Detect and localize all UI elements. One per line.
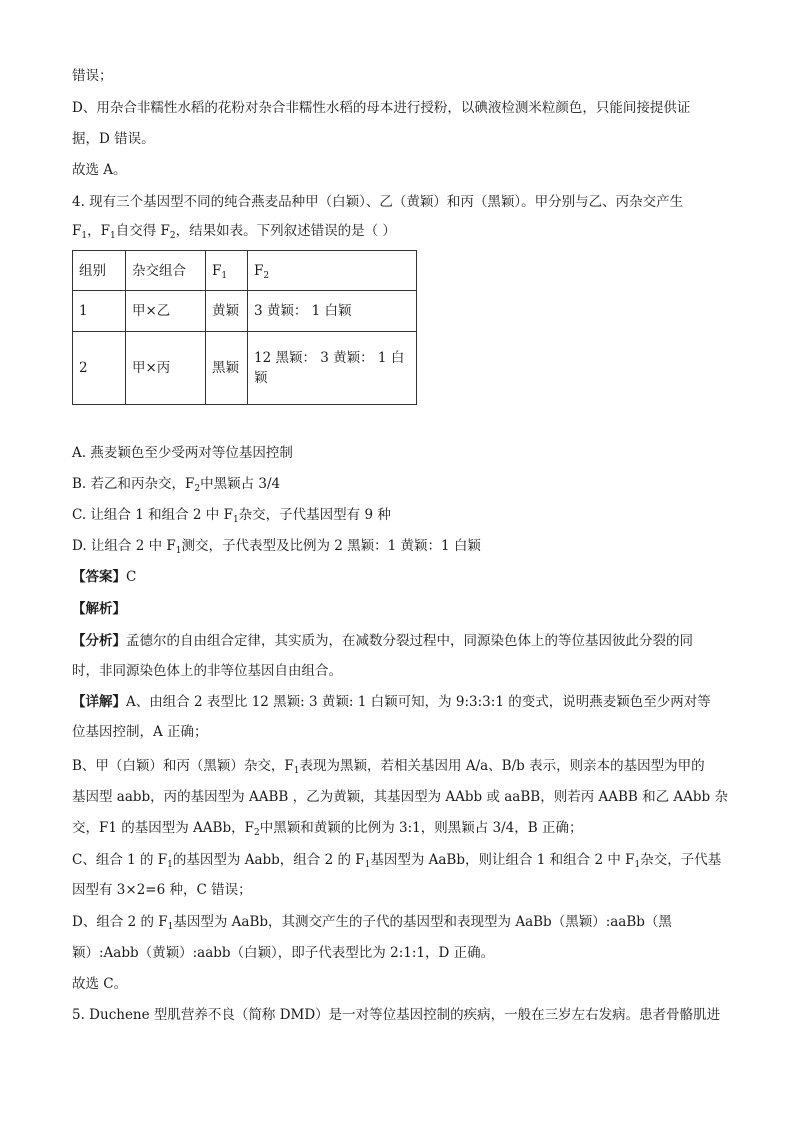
text-line: 位基因控制，A 正确； <box>72 724 208 740</box>
text-line: 交，F1 的基因型为 AABb，$F_2$中黑颖和黄颖的比例为 3:1，则黑颖占 3/4，B 正确； <box>72 820 583 838</box>
option-b: B. 若乙和丙杂交，$F_2$中黑颖占 3/4 <box>72 476 281 494</box>
text-line: 据，D 错误。 <box>72 131 155 147</box>
table-cell: 1 <box>73 291 126 332</box>
text-line: 错误； <box>72 68 113 84</box>
table-header-row <box>73 251 417 291</box>
table-header-cell: $F_1$ <box>206 251 248 291</box>
table-cell: 甲×乙 <box>126 291 206 332</box>
text-line: B、甲（白颖）和丙（黑颖）杂交，$F_1$表现为黑颖，若相关基因用 A/a、B/b 表示，则亲本的基因型为甲的 <box>72 758 705 776</box>
answer-value: C <box>126 569 137 585</box>
conclusion-line: 故选 C。 <box>72 976 128 992</box>
results-table <box>72 250 417 405</box>
text-line: D、组合 2 的 $F_1$基因型为 AaBb，其测交产生的子代的基因型和表现型为 AaBb（黑颖）:aaBb（黑 <box>72 914 672 932</box>
table-row <box>73 291 417 332</box>
table-header-cell: 杂交组合 <box>126 251 206 291</box>
option-d: D. 让组合 2 中 $F_1$测交，子代表型及比例为 2 黑颖：1 黄颖：1 白颖 <box>72 538 481 556</box>
answer-tag: 【答案】 <box>72 569 126 585</box>
text-line: C、组合 1 的 $F_1$的基因型为 Aabb，组合 2 的 $F_1$基因型为 AaBb，则让组合 1 和组合 2 中 $F_1$杂交，子代基 <box>72 852 722 870</box>
text-line: 基因型 aabb，丙的基因型为 AABB ，乙为黄颖，其基因型为 AAbb 或 aaBB，则若丙 AABB 和乙 AAbb 杂 <box>72 789 728 805</box>
table-cell: 黄颖 <box>206 291 248 332</box>
table-cell: 3 黄颖： 1 白颖 <box>248 291 417 332</box>
xiangjie-line: 【详解】A、由组合 2 表型比 12 黑颖: 3 黄颖: 1 白颖可知，为 9:3:3:1 的变式，说明燕麦颖色至少两对等 <box>72 694 711 710</box>
table-cell: 甲×丙 <box>126 332 206 405</box>
table-cell: 2 <box>73 332 126 405</box>
fenxi-line: 【分析】孟德尔的自由组合定律，其实质为，在减数分裂过程中，同源染色体上的等位基因彼此分裂的同 <box>72 633 693 649</box>
text-line: D、用杂合非糯性水稻的花粉对杂合非糯性水稻的母本进行授粉，以碘液检测米粒颜色，只能间接提供证 <box>72 100 691 116</box>
question-5-stem: 5. Duchene 型肌营养不良（简称 DMD）是一对等位基因控制的疾病，一般在三岁左右发病。患者骨骼肌进 <box>72 1007 721 1023</box>
option-a: A. 燕麦颖色至少受两对等位基因控制 <box>72 445 293 461</box>
table-cell: 12 黑颖： 3 黄颖： 1 白颖 <box>248 332 417 405</box>
table-header-cell: 组别 <box>73 251 126 291</box>
text-line: 时，非同源染色体上的非等位基因自由组合。 <box>72 663 342 679</box>
text-line: 因型有 3×2=6 种，C 错误； <box>72 882 252 898</box>
table-row <box>73 332 417 405</box>
table-header-cell: $F_2$ <box>248 251 417 291</box>
table-cell: 黑颖 <box>206 332 248 405</box>
analysis-heading: 【解析】 <box>72 601 126 617</box>
option-c: C. 让组合 1 和组合 2 中 $F_1$杂交，子代基因型有 9 种 <box>72 507 391 525</box>
question-4-stem-continued: $F_1$，$F_1$自交得 $F_2$，结果如表。下列叙述错误的是（ ） <box>72 223 396 241</box>
question-4-stem: 4. 现有三个基因型不同的纯合燕麦品种甲（白颖）、乙（黄颖）和丙（黑颖）。甲分别与乙、丙杂交产生 <box>72 194 684 210</box>
text-line: 故选 A。 <box>72 162 127 178</box>
answer-line <box>72 567 722 587</box>
text-line: 颖）:Aabb（黄颖）:aabb（白颖），即子代表型比为 2:1:1，D 正确。 <box>72 945 495 961</box>
